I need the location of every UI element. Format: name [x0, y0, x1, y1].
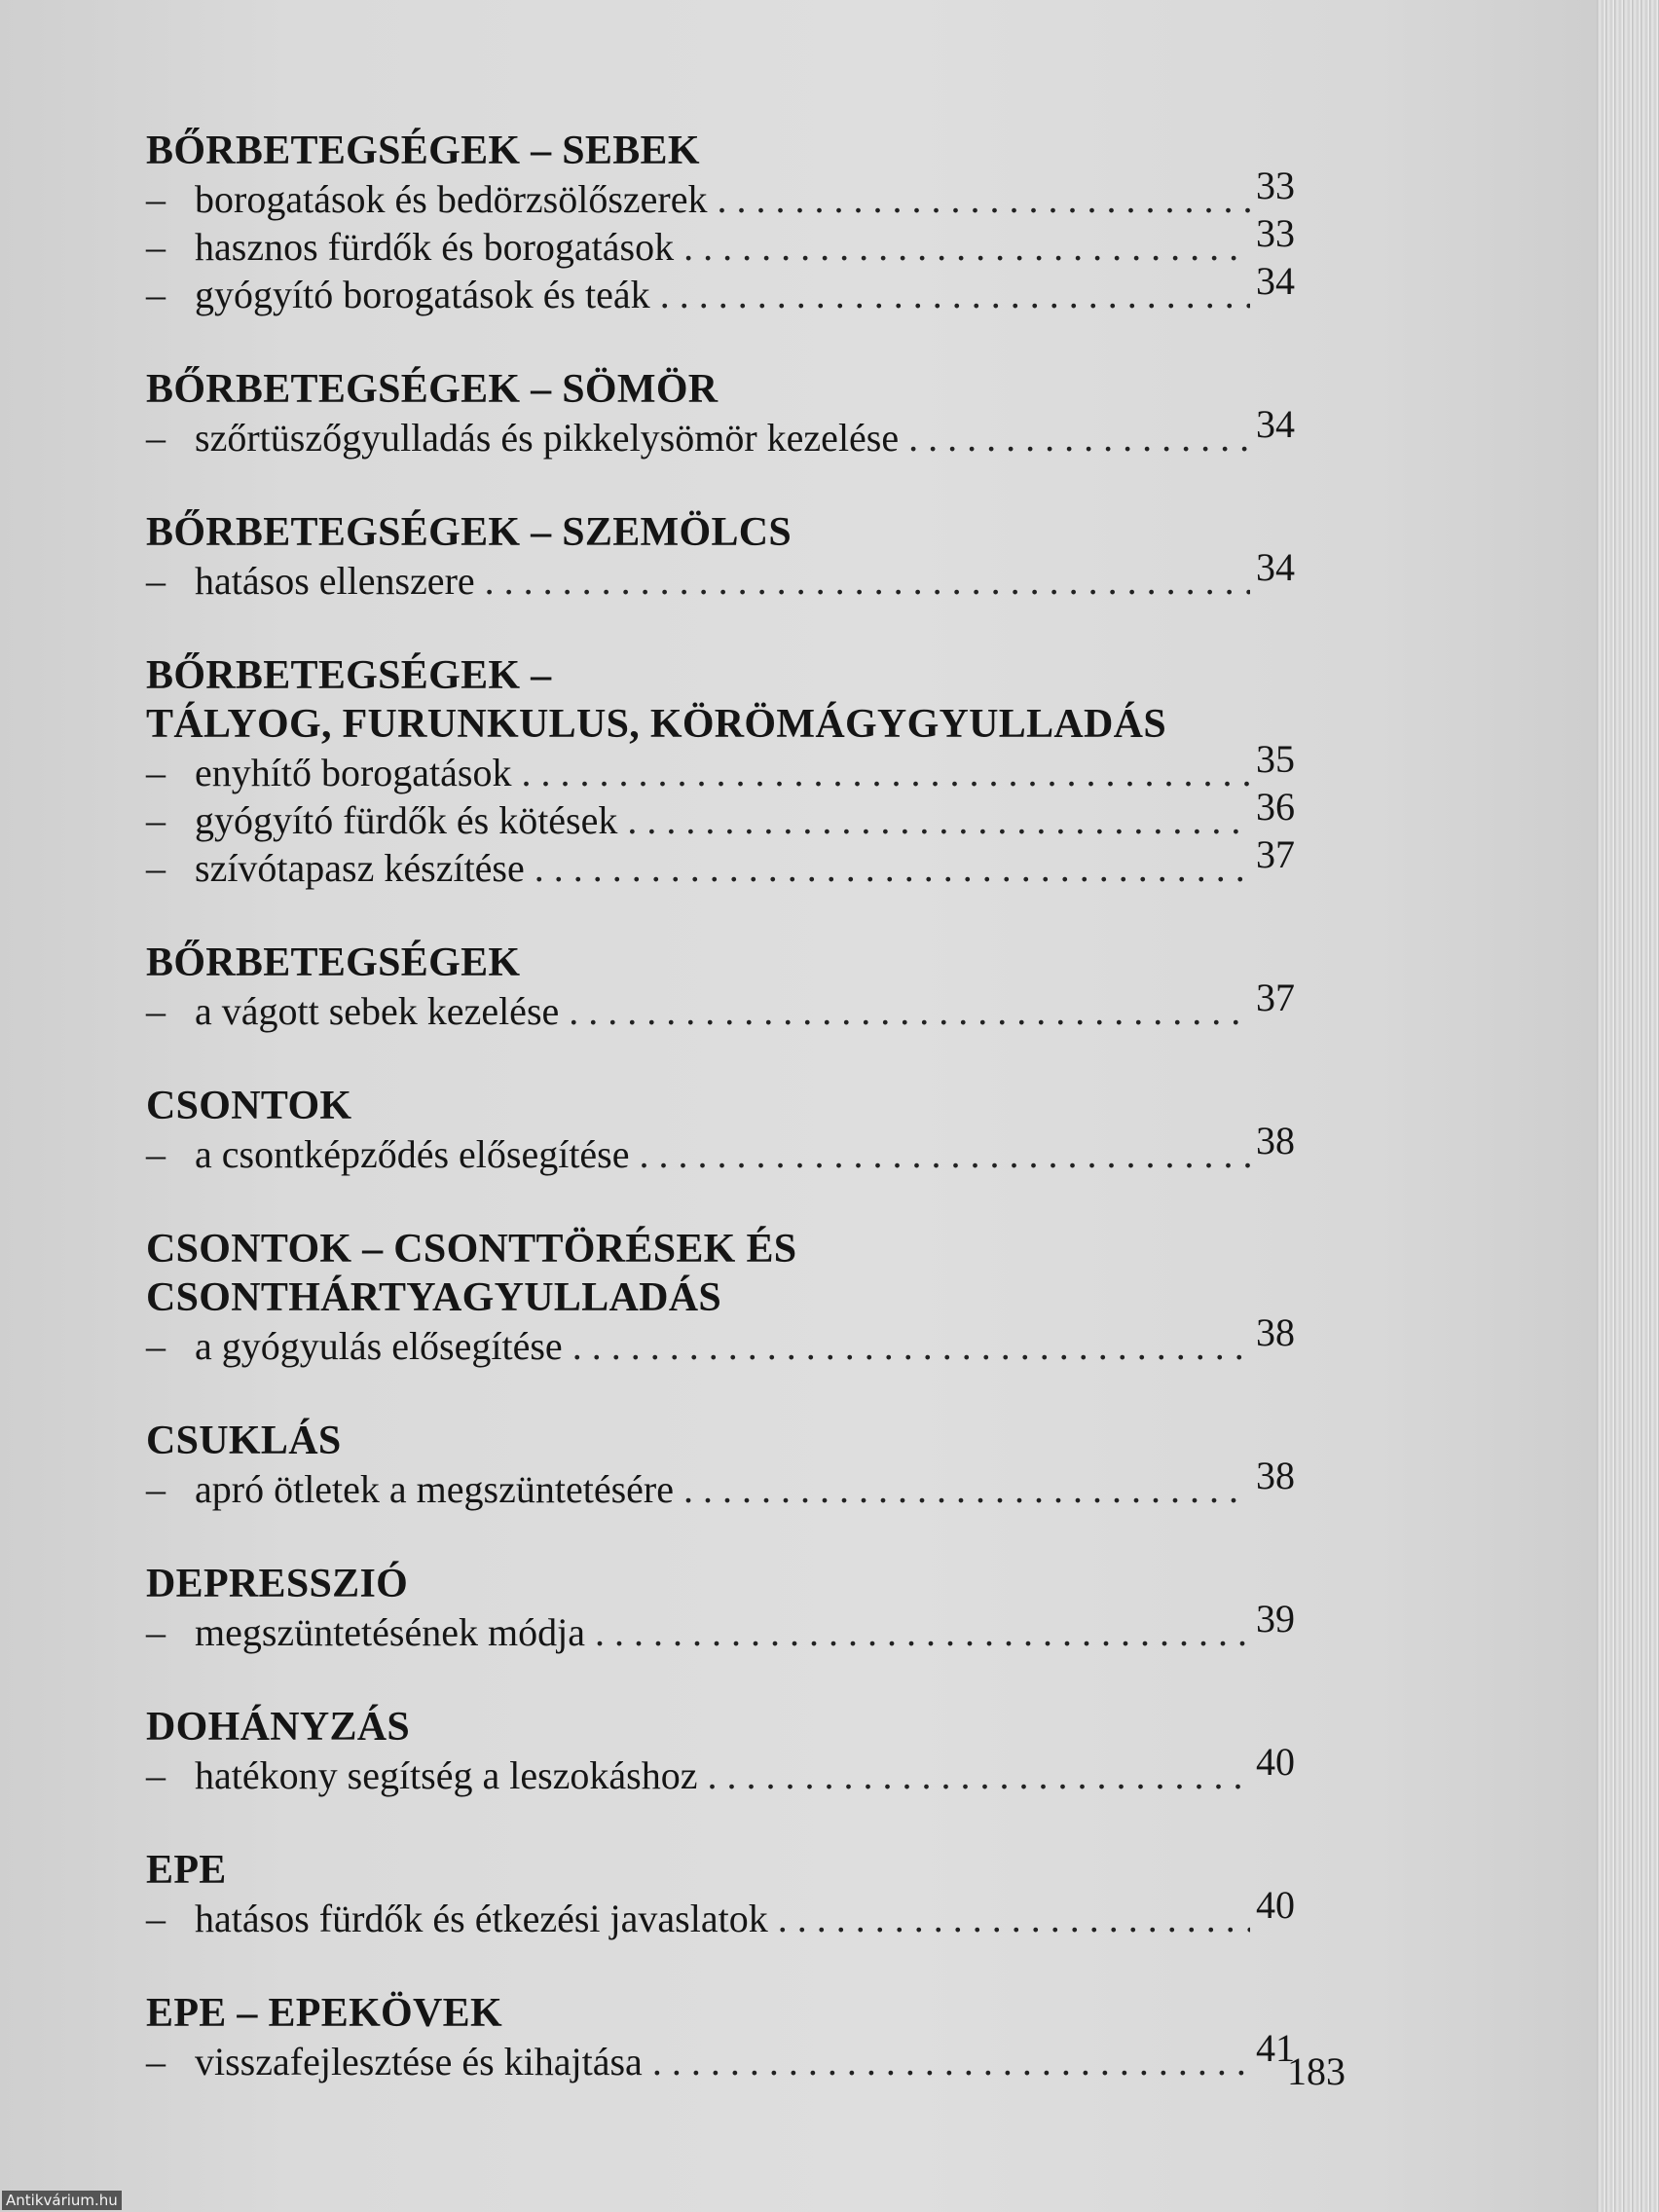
entry-title: a csontképződés elősegítése — [195, 1132, 630, 1176]
entry-page-number: 38 — [1256, 1119, 1295, 1162]
toc-section — [146, 1082, 1295, 1178]
entry-dash: – — [146, 1324, 166, 1368]
entry-title: szívótapasz készítése — [195, 846, 525, 890]
entry-title: a vágott sebek kezelése — [195, 989, 560, 1033]
toc-section — [146, 508, 1295, 605]
entry-page-number: 33 — [1256, 164, 1295, 207]
entry-title: gyógyító fürdők és kötések — [195, 798, 618, 842]
entry-title: hatásos ellenszere — [195, 559, 475, 603]
dot-leader — [522, 749, 1251, 796]
toc-entry — [146, 785, 1295, 844]
section-heading: BŐRBETEGSÉGEK – SEBEK — [146, 129, 700, 173]
toc-entry — [146, 545, 1295, 605]
toc-section — [146, 1560, 1295, 1656]
toc-section — [146, 651, 1295, 892]
entry-dash: – — [146, 416, 166, 460]
dot-leader — [535, 844, 1250, 892]
entry-page-number: 39 — [1256, 1597, 1295, 1641]
entry-page-number: 37 — [1256, 832, 1295, 876]
entry-dash: – — [146, 989, 166, 1033]
dot-leader — [683, 1465, 1250, 1513]
dot-leader — [778, 1895, 1250, 1942]
page-edge — [1597, 0, 1659, 2212]
entry-title: gyógyító borogatások és teák — [195, 273, 650, 316]
entry-page-number: 34 — [1256, 259, 1295, 303]
entry-dash: – — [146, 559, 166, 603]
entry-dash: – — [146, 273, 166, 316]
entry-page-number: 33 — [1256, 211, 1295, 255]
table-of-contents — [146, 127, 1295, 2132]
entry-page-number: 36 — [1256, 785, 1295, 829]
toc-entry — [146, 976, 1295, 1035]
entry-title: a gyógyulás elősegítése — [195, 1324, 563, 1368]
entry-dash: – — [146, 1132, 166, 1176]
toc-entry — [146, 2026, 1295, 2085]
section-heading: BŐRBETEGSÉGEK — [146, 940, 521, 985]
toc-entry — [146, 832, 1295, 892]
toc-section — [146, 1225, 1295, 1370]
entry-dash: – — [146, 751, 166, 794]
section-heading: EPE – EPEKÖVEK — [146, 1991, 502, 2036]
toc-entry — [146, 1119, 1295, 1178]
entry-page-number: 37 — [1256, 976, 1295, 1019]
entry-title: enyhítő borogatások — [195, 751, 512, 794]
dot-leader — [683, 223, 1250, 271]
toc-entry — [146, 211, 1295, 271]
toc-entry — [146, 1597, 1295, 1656]
section-heading: CSONTOK – CSONTTÖRÉSEK ÉS CSONTHÁRTYAGYULLADÁS — [146, 1227, 797, 1320]
dot-leader — [660, 271, 1250, 318]
section-heading: DOHÁNYZÁS — [146, 1705, 411, 1750]
entry-page-number: 38 — [1256, 1454, 1295, 1497]
dot-leader — [595, 1608, 1250, 1656]
toc-section — [146, 1703, 1295, 1799]
section-heading: BŐRBETEGSÉGEK – TÁLYOG, FURUNKULUS, KÖRÖMÁGYGYULLADÁS — [146, 653, 1166, 747]
entry-dash: – — [146, 1897, 166, 1940]
section-heading: CSUKLÁS — [146, 1419, 342, 1463]
toc-section — [146, 939, 1295, 1035]
section-heading: BŐRBETEGSÉGEK – SZEMÖLCS — [146, 510, 793, 555]
entry-dash: – — [146, 846, 166, 890]
entry-title: visszafejlesztése és kihajtása — [195, 2040, 643, 2083]
entry-title: borogatások és bedörzsölőszerek — [195, 177, 708, 221]
dot-leader — [572, 1322, 1250, 1370]
entry-page-number: 40 — [1256, 1740, 1295, 1784]
entry-title: apró ötletek a megszüntetésére — [195, 1467, 674, 1511]
entry-page-number: 34 — [1256, 402, 1295, 446]
section-heading: DEPRESSZIÓ — [146, 1562, 409, 1606]
page-number: 183 — [1287, 2049, 1346, 2093]
entry-page-number: 35 — [1256, 737, 1295, 781]
entry-title: szőrtüszőgyulladás és pikkelysömör kezelése — [195, 416, 900, 460]
toc-entry — [146, 402, 1295, 461]
entry-dash: – — [146, 1610, 166, 1654]
toc-section — [146, 1846, 1295, 1942]
dot-leader — [652, 2038, 1250, 2085]
entry-title: hatékony segítség a leszokáshoz — [195, 1753, 698, 1797]
entry-title: hatásos fürdők és étkezési javaslatok — [195, 1897, 768, 1940]
toc-section — [146, 127, 1295, 318]
entry-dash: – — [146, 1753, 166, 1797]
dot-leader — [717, 175, 1250, 223]
toc-entry — [146, 1740, 1295, 1799]
toc-section — [146, 1989, 1295, 2085]
dot-leader — [569, 987, 1250, 1035]
entry-dash: – — [146, 1467, 166, 1511]
dot-leader — [485, 557, 1250, 605]
entry-dash: – — [146, 2040, 166, 2083]
watermark: Antikvárium.hu — [2, 2191, 122, 2210]
dot-leader — [640, 1130, 1250, 1178]
toc-entry — [146, 1310, 1295, 1370]
entry-page-number: 34 — [1256, 545, 1295, 589]
entry-page-number: 38 — [1256, 1310, 1295, 1354]
entry-page-number: 41 — [1256, 2026, 1295, 2070]
entry-dash: – — [146, 798, 166, 842]
section-heading: CSONTOK — [146, 1084, 352, 1128]
entry-dash: – — [146, 225, 166, 269]
entry-dash: – — [146, 177, 166, 221]
entry-page-number: 40 — [1256, 1883, 1295, 1927]
toc-section — [146, 365, 1295, 461]
toc-entry — [146, 737, 1295, 796]
toc-entry — [146, 259, 1295, 318]
section-heading: EPE — [146, 1848, 227, 1893]
toc-entry — [146, 1454, 1295, 1513]
section-heading: BŐRBETEGSÉGEK – SÖMÖR — [146, 367, 719, 412]
toc-section — [146, 1417, 1295, 1513]
entry-title: hasznos fürdők és borogatások — [195, 225, 675, 269]
toc-entry — [146, 164, 1295, 223]
dot-leader — [627, 796, 1250, 844]
toc-entry — [146, 1883, 1295, 1942]
dot-leader — [708, 1751, 1250, 1799]
entry-title: megszüntetésének módja — [195, 1610, 585, 1654]
dot-leader — [908, 414, 1250, 461]
